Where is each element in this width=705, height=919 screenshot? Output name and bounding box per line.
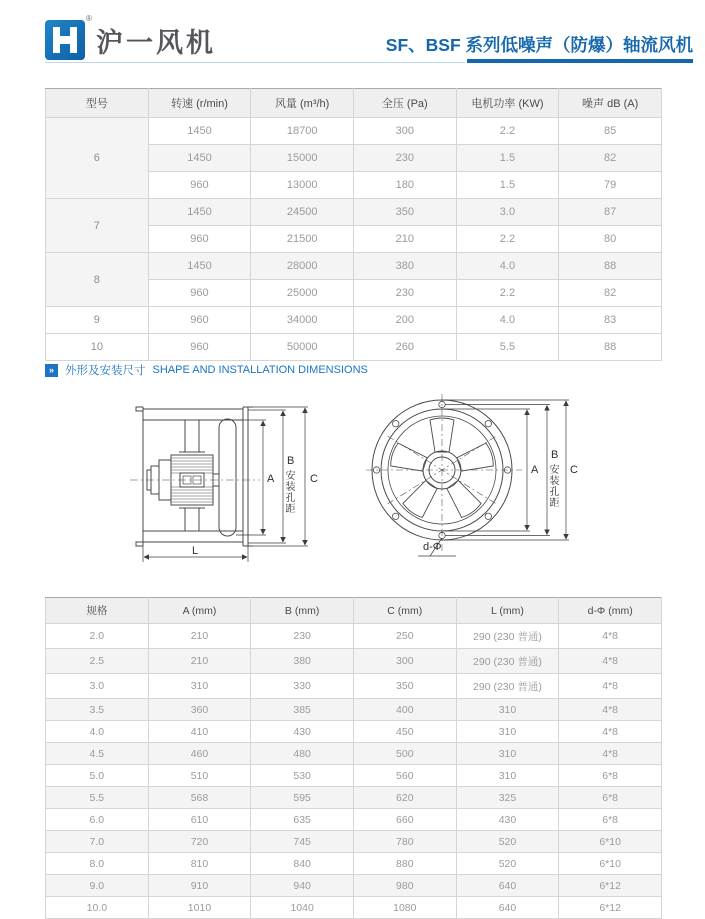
cell: 960 — [148, 334, 251, 361]
cell: 960 — [148, 226, 251, 253]
cell: 4*8 — [559, 699, 662, 721]
cell: 83 — [559, 307, 662, 334]
cell: 1450 — [148, 253, 251, 280]
page-title: SF、BSF 系列低噪声（防爆）轴流风机 — [385, 35, 693, 55]
side-view-drawing — [100, 394, 350, 574]
model-cell: 10 — [46, 334, 149, 361]
dim-label-mount: 安装孔距 — [547, 464, 558, 508]
cell: 2.2 — [456, 226, 559, 253]
cell: 480 — [251, 743, 354, 765]
cell: 595 — [251, 787, 354, 809]
cell: 910 — [148, 875, 251, 897]
cell: 4.0 — [456, 253, 559, 280]
cell: 310 — [148, 674, 251, 699]
cell: 3.5 — [46, 699, 149, 721]
dim-label-a: A — [531, 464, 539, 476]
cell: 6*8 — [559, 765, 662, 787]
cell: 745 — [251, 831, 354, 853]
cell: 385 — [251, 699, 354, 721]
cell: 380 — [251, 649, 354, 674]
table-row — [46, 897, 662, 919]
front-view-drawing — [360, 390, 600, 575]
column-header: 转速 (r/min) — [148, 89, 251, 118]
cell: 6*12 — [559, 897, 662, 919]
table-row — [46, 199, 662, 226]
cell: 810 — [148, 853, 251, 875]
table-row — [46, 853, 662, 875]
cell: 5.5 — [456, 334, 559, 361]
cell: 4.0 — [456, 307, 559, 334]
cell: 1450 — [148, 199, 251, 226]
cell: 6*8 — [559, 787, 662, 809]
cell: 18700 — [251, 118, 354, 145]
cell: 400 — [353, 699, 456, 721]
cell: 568 — [148, 787, 251, 809]
table-row — [46, 307, 662, 334]
cell: 250 — [353, 624, 456, 649]
cell: 1.5 — [456, 145, 559, 172]
cell: 2.2 — [456, 118, 559, 145]
cell: 350 — [353, 674, 456, 699]
cell: 6*12 — [559, 875, 662, 897]
column-header: d-Φ (mm) — [559, 598, 662, 624]
cell: 290 (230 普通) — [456, 674, 559, 699]
performance-table-header-row — [46, 89, 662, 118]
table-row — [46, 674, 662, 699]
cell: 200 — [353, 307, 456, 334]
cell: 88 — [559, 334, 662, 361]
cell: 2.2 — [456, 280, 559, 307]
cell: 4*8 — [559, 674, 662, 699]
model-cell: 7 — [46, 199, 149, 253]
cell: 300 — [353, 649, 456, 674]
dimensions-table-header-row — [46, 598, 662, 624]
cell: 640 — [456, 875, 559, 897]
cell: 180 — [353, 172, 456, 199]
dim-label-b: B — [551, 449, 559, 461]
cell: 460 — [148, 743, 251, 765]
cell: 9.0 — [46, 875, 149, 897]
cell: 8.0 — [46, 853, 149, 875]
cell: 4*8 — [559, 649, 662, 674]
cell: 1450 — [148, 145, 251, 172]
cell: 4*8 — [559, 624, 662, 649]
cell: 21500 — [251, 226, 354, 253]
cell: 360 — [148, 699, 251, 721]
cell: 310 — [456, 721, 559, 743]
dimensions-table — [45, 597, 662, 919]
dim-label-l: L — [192, 545, 199, 557]
cell: 520 — [456, 853, 559, 875]
table-row — [46, 831, 662, 853]
cell: 210 — [148, 624, 251, 649]
cell: 330 — [251, 674, 354, 699]
cell: 1450 — [148, 118, 251, 145]
table-row — [46, 649, 662, 674]
table-row — [46, 118, 662, 145]
cell: 350 — [353, 199, 456, 226]
dim-label-a: A — [267, 473, 275, 485]
cell: 82 — [559, 145, 662, 172]
cell: 230 — [353, 145, 456, 172]
cell: 230 — [251, 624, 354, 649]
header-divider-accent — [467, 59, 693, 63]
cell: 6.0 — [46, 809, 149, 831]
cell: 6*10 — [559, 853, 662, 875]
cell: 79 — [559, 172, 662, 199]
cell: 88 — [559, 253, 662, 280]
column-header: B (mm) — [251, 598, 354, 624]
cell: 310 — [456, 765, 559, 787]
cell: 24500 — [251, 199, 354, 226]
cell: 3.0 — [46, 674, 149, 699]
dim-label-c: C — [310, 473, 318, 485]
cell: 660 — [353, 809, 456, 831]
installation-diagrams — [45, 390, 662, 590]
table-row — [46, 699, 662, 721]
cell: 720 — [148, 831, 251, 853]
cell: 25000 — [251, 280, 354, 307]
table-row — [46, 624, 662, 649]
cell: 15000 — [251, 145, 354, 172]
section-title-zh: 外形及安装尺寸 — [65, 365, 146, 377]
cell: 290 (230 普通) — [456, 649, 559, 674]
cell: 510 — [148, 765, 251, 787]
section-heading — [45, 362, 368, 378]
cell: 325 — [456, 787, 559, 809]
dim-label-mount: 安装孔距 — [283, 470, 294, 514]
model-cell: 6 — [46, 118, 149, 199]
cell: 310 — [456, 743, 559, 765]
cell: 560 — [353, 765, 456, 787]
cell: 960 — [148, 280, 251, 307]
cell: 635 — [251, 809, 354, 831]
cell: 260 — [353, 334, 456, 361]
column-header: L (mm) — [456, 598, 559, 624]
cell: 880 — [353, 853, 456, 875]
column-header: C (mm) — [353, 598, 456, 624]
cell: 940 — [251, 875, 354, 897]
cell: 28000 — [251, 253, 354, 280]
table-row — [46, 721, 662, 743]
cell: 82 — [559, 280, 662, 307]
dim-label-d-phi: d-Φ — [423, 541, 442, 553]
model-cell: 8 — [46, 253, 149, 307]
cell: 4.5 — [46, 743, 149, 765]
column-header: 风量 (m³/h) — [251, 89, 354, 118]
cell: 610 — [148, 809, 251, 831]
cell: 34000 — [251, 307, 354, 334]
cell: 530 — [251, 765, 354, 787]
column-header: 全压 (Pa) — [353, 89, 456, 118]
cell: 210 — [148, 649, 251, 674]
table-row — [46, 787, 662, 809]
cell: 210 — [353, 226, 456, 253]
cell: 4.0 — [46, 721, 149, 743]
table-row — [46, 809, 662, 831]
cell: 230 — [353, 280, 456, 307]
table-row — [46, 875, 662, 897]
column-header: 型号 — [46, 89, 149, 118]
table-row — [46, 765, 662, 787]
model-cell: 9 — [46, 307, 149, 334]
performance-table — [45, 88, 662, 361]
cell: 520 — [456, 831, 559, 853]
cell: 13000 — [251, 172, 354, 199]
dim-label-b: B — [287, 455, 295, 467]
cell: 980 — [353, 875, 456, 897]
cell: 300 — [353, 118, 456, 145]
cell: 620 — [353, 787, 456, 809]
cell: 50000 — [251, 334, 354, 361]
cell: 87 — [559, 199, 662, 226]
cell: 290 (230 普通) — [456, 624, 559, 649]
cell: 960 — [148, 172, 251, 199]
cell: 5.5 — [46, 787, 149, 809]
cell: 5.0 — [46, 765, 149, 787]
cell: 430 — [251, 721, 354, 743]
cell: 960 — [148, 307, 251, 334]
brand-logo-icon — [45, 20, 85, 60]
cell: 2.5 — [46, 649, 149, 674]
cell: 10.0 — [46, 897, 149, 919]
table-row — [46, 253, 662, 280]
cell: 7.0 — [46, 831, 149, 853]
cell: 1040 — [251, 897, 354, 919]
column-header: 规格 — [46, 598, 149, 624]
table-row — [46, 334, 662, 361]
cell: 6*10 — [559, 831, 662, 853]
cell: 1010 — [148, 897, 251, 919]
cell: 4*8 — [559, 721, 662, 743]
cell: 500 — [353, 743, 456, 765]
cell: 310 — [456, 699, 559, 721]
cell: 450 — [353, 721, 456, 743]
cell: 2.0 — [46, 624, 149, 649]
cell: 430 — [456, 809, 559, 831]
dim-label-c: C — [570, 464, 578, 476]
table-row — [46, 743, 662, 765]
cell: 85 — [559, 118, 662, 145]
registered-trademark-icon: ® — [86, 14, 92, 23]
column-header: 噪声 dB (A) — [559, 89, 662, 118]
brand — [45, 20, 216, 60]
column-header: 电机功率 (KW) — [456, 89, 559, 118]
cell: 410 — [148, 721, 251, 743]
cell: 1.5 — [456, 172, 559, 199]
cell: 3.0 — [456, 199, 559, 226]
section-title-en: SHAPE AND INSTALLATION DIMENSIONS — [152, 364, 368, 376]
header-divider-thin — [45, 62, 465, 63]
cell: 840 — [251, 853, 354, 875]
column-header: A (mm) — [148, 598, 251, 624]
cell: 780 — [353, 831, 456, 853]
cell: 640 — [456, 897, 559, 919]
cell: 1080 — [353, 897, 456, 919]
brand-name: 沪一风机 — [96, 27, 216, 58]
cell: 4*8 — [559, 743, 662, 765]
cell: 80 — [559, 226, 662, 253]
section-arrow-icon: » — [45, 364, 58, 377]
cell: 6*8 — [559, 809, 662, 831]
cell: 380 — [353, 253, 456, 280]
